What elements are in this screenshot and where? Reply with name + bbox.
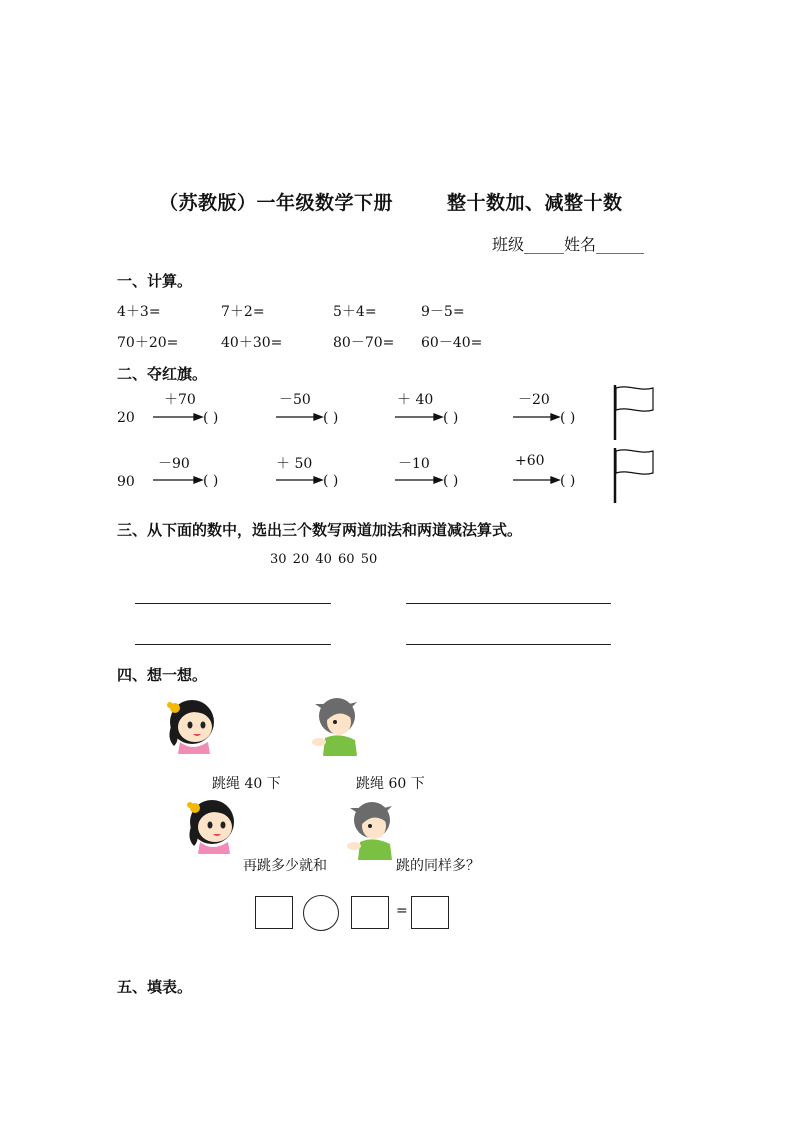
chain-2-op-1: －90 <box>158 456 190 472</box>
answer-box-result[interactable] <box>411 896 449 929</box>
answer-line-2[interactable] <box>406 603 611 604</box>
arrow-head-1-3 <box>434 414 442 420</box>
girl-icon <box>162 694 222 754</box>
chain-1-blank-2[interactable]: ( ) <box>323 410 339 426</box>
chain-2-op-4: +60 <box>515 453 545 469</box>
equals-sign: = <box>396 903 408 919</box>
chain-1-op-2: －50 <box>279 392 311 408</box>
equation-7-plus-2: 7＋2= <box>221 304 265 320</box>
boy-caption: 跳绳 60 下 <box>356 776 425 792</box>
equation-9-minus-5: 9－5= <box>421 304 465 320</box>
section-2-heading: 二、夺红旗。 <box>117 365 208 383</box>
chain-2-start: 90 <box>117 474 135 490</box>
arrow-head-2-1 <box>194 477 202 483</box>
equation-80-minus-70: 80－70= <box>333 335 395 351</box>
chain-2-blank-3[interactable]: ( ) <box>443 473 459 489</box>
arrow-head-2-2 <box>314 477 322 483</box>
section-3-heading: 三、从下面的数中，选出三个数写两道加法和两道减法算式。 <box>117 521 523 539</box>
girl-caption: 跳绳 40 下 <box>212 776 281 792</box>
section-5-heading: 五、填表。 <box>117 978 193 996</box>
equation-70-plus-20: 70＋20= <box>117 335 179 351</box>
chain-1-start: 20 <box>117 410 135 426</box>
chain-1-op-3: ＋ 40 <box>397 392 434 408</box>
chain-2-blank-2[interactable]: ( ) <box>323 473 339 489</box>
answer-box-1[interactable] <box>255 896 293 929</box>
girl-icon-2 <box>182 794 242 854</box>
answer-line-3[interactable] <box>135 644 331 645</box>
answer-line-4[interactable] <box>406 644 611 645</box>
chain-1-blank-3[interactable]: ( ) <box>443 410 459 426</box>
red-flag-1-icon <box>615 385 653 440</box>
chain-2-op-2: ＋ 50 <box>276 456 313 472</box>
equation-5-plus-4: 5＋4= <box>333 304 377 320</box>
section-1-heading: 一、计算。 <box>117 272 193 290</box>
arrow-head-2-4 <box>551 477 559 483</box>
worksheet-subtitle: 整十数加、减整十数 <box>447 192 623 214</box>
chain-2-blank-4[interactable]: ( ) <box>560 473 576 489</box>
boy-icon <box>305 694 361 756</box>
boy-icon-2 <box>340 798 396 860</box>
chain-1-op-1: ＋70 <box>164 392 196 408</box>
answer-box-2[interactable] <box>351 896 389 929</box>
operator-circle[interactable] <box>303 895 339 931</box>
number-choices: 30 20 40 60 50 <box>270 552 378 567</box>
question-suffix: 跳的同样多？ <box>396 858 480 874</box>
section-4-heading: 四、想一想。 <box>117 666 208 684</box>
red-flag-2-icon <box>615 448 653 503</box>
answer-line-1[interactable] <box>135 603 331 604</box>
arrow-head-1-4 <box>551 414 559 420</box>
arrow-head-2-3 <box>434 477 442 483</box>
chain-1-op-4: －20 <box>518 392 550 408</box>
question-prefix: 再跳多少就和 <box>243 858 327 874</box>
equation-60-minus-40: 60－40= <box>421 335 483 351</box>
chain-2-op-3: －10 <box>398 456 430 472</box>
class-name-field[interactable]: 班级_____姓名______ <box>492 235 645 254</box>
worksheet-title: （苏教版）一年级数学下册 <box>159 192 394 214</box>
chain-1-blank-1[interactable]: ( ) <box>203 410 219 426</box>
equation-40-plus-30: 40＋30= <box>221 335 283 351</box>
arrow-head-1-1 <box>194 414 202 420</box>
equation-4-plus-3: 4＋3= <box>117 304 161 320</box>
chain-1-blank-4[interactable]: ( ) <box>560 410 576 426</box>
chain-2-blank-1[interactable]: ( ) <box>203 473 219 489</box>
arrow-head-1-2 <box>314 414 322 420</box>
